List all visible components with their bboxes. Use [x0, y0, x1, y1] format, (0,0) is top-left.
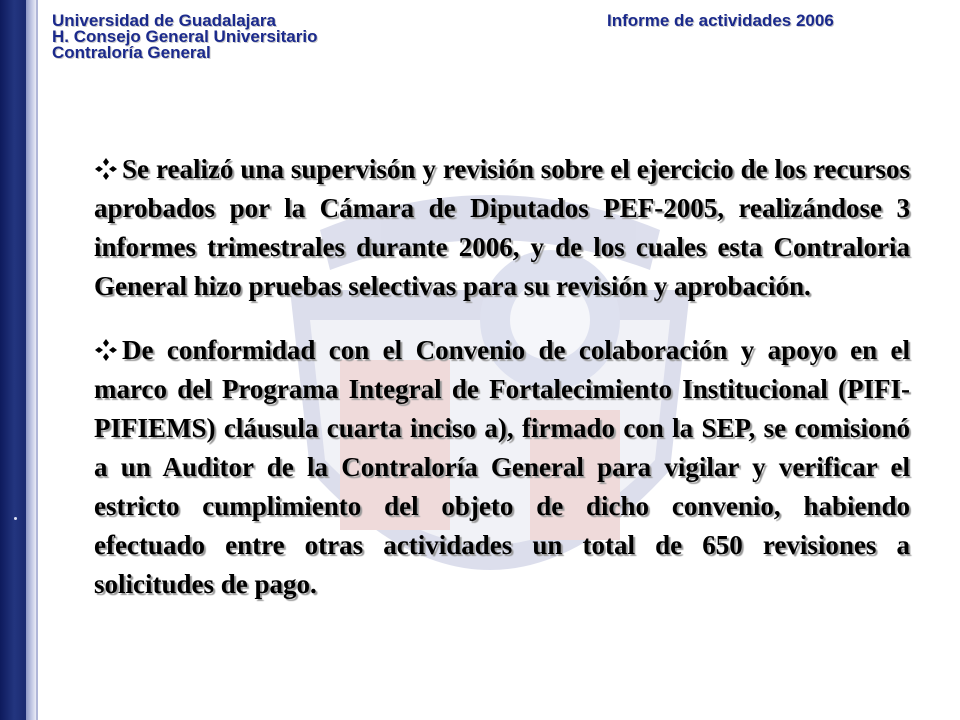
four-diamond-bullet-icon — [94, 157, 118, 181]
slide-content — [94, 150, 910, 629]
sidebar-bar-dark — [0, 0, 26, 720]
sidebar-bar-light — [26, 0, 36, 720]
institution-line-comptroller: Contraloría General — [52, 43, 211, 62]
institution-header — [52, 13, 317, 61]
bullet-paragraph-1 — [94, 150, 910, 306]
institution-line-university: Universidad de Guadalajara — [52, 11, 276, 30]
sidebar-divider-line — [36, 0, 38, 720]
bullet-text: Se realizó una supervisón y revisión sobre el ejercicio de los recursos aprobados por la Cámara de Diputados PEF-2005, realizándose 3 informes trimestrales durante 2006, y de los cuales esta Contraloria General hizo pruebas selectivas para su revisión y aprobación. — [94, 154, 910, 301]
bullet-paragraph-2 — [94, 331, 910, 604]
four-diamond-bullet-icon — [94, 338, 118, 362]
institution-line-council: H. Consejo General Universitario — [52, 27, 318, 46]
report-title: Informe de actividades 2006 — [607, 11, 834, 30]
bullet-text: De conformidad con el Convenio de colaboración y apoyo en el marco del Programa Integral de Fortalecimiento Institucional (PIFI-PIFIEMS) cláusula cuarta inciso a), firmado con la SEP, se comisionó a un Auditor de la Contraloría General para vigilar y verificar el estricto cumplimiento del objeto de dicho convenio, habiendo efectuado entre otras actividades un total de 650 revisiones a solicitudes de pago. — [94, 335, 910, 599]
sidebar-dot — [14, 517, 17, 520]
